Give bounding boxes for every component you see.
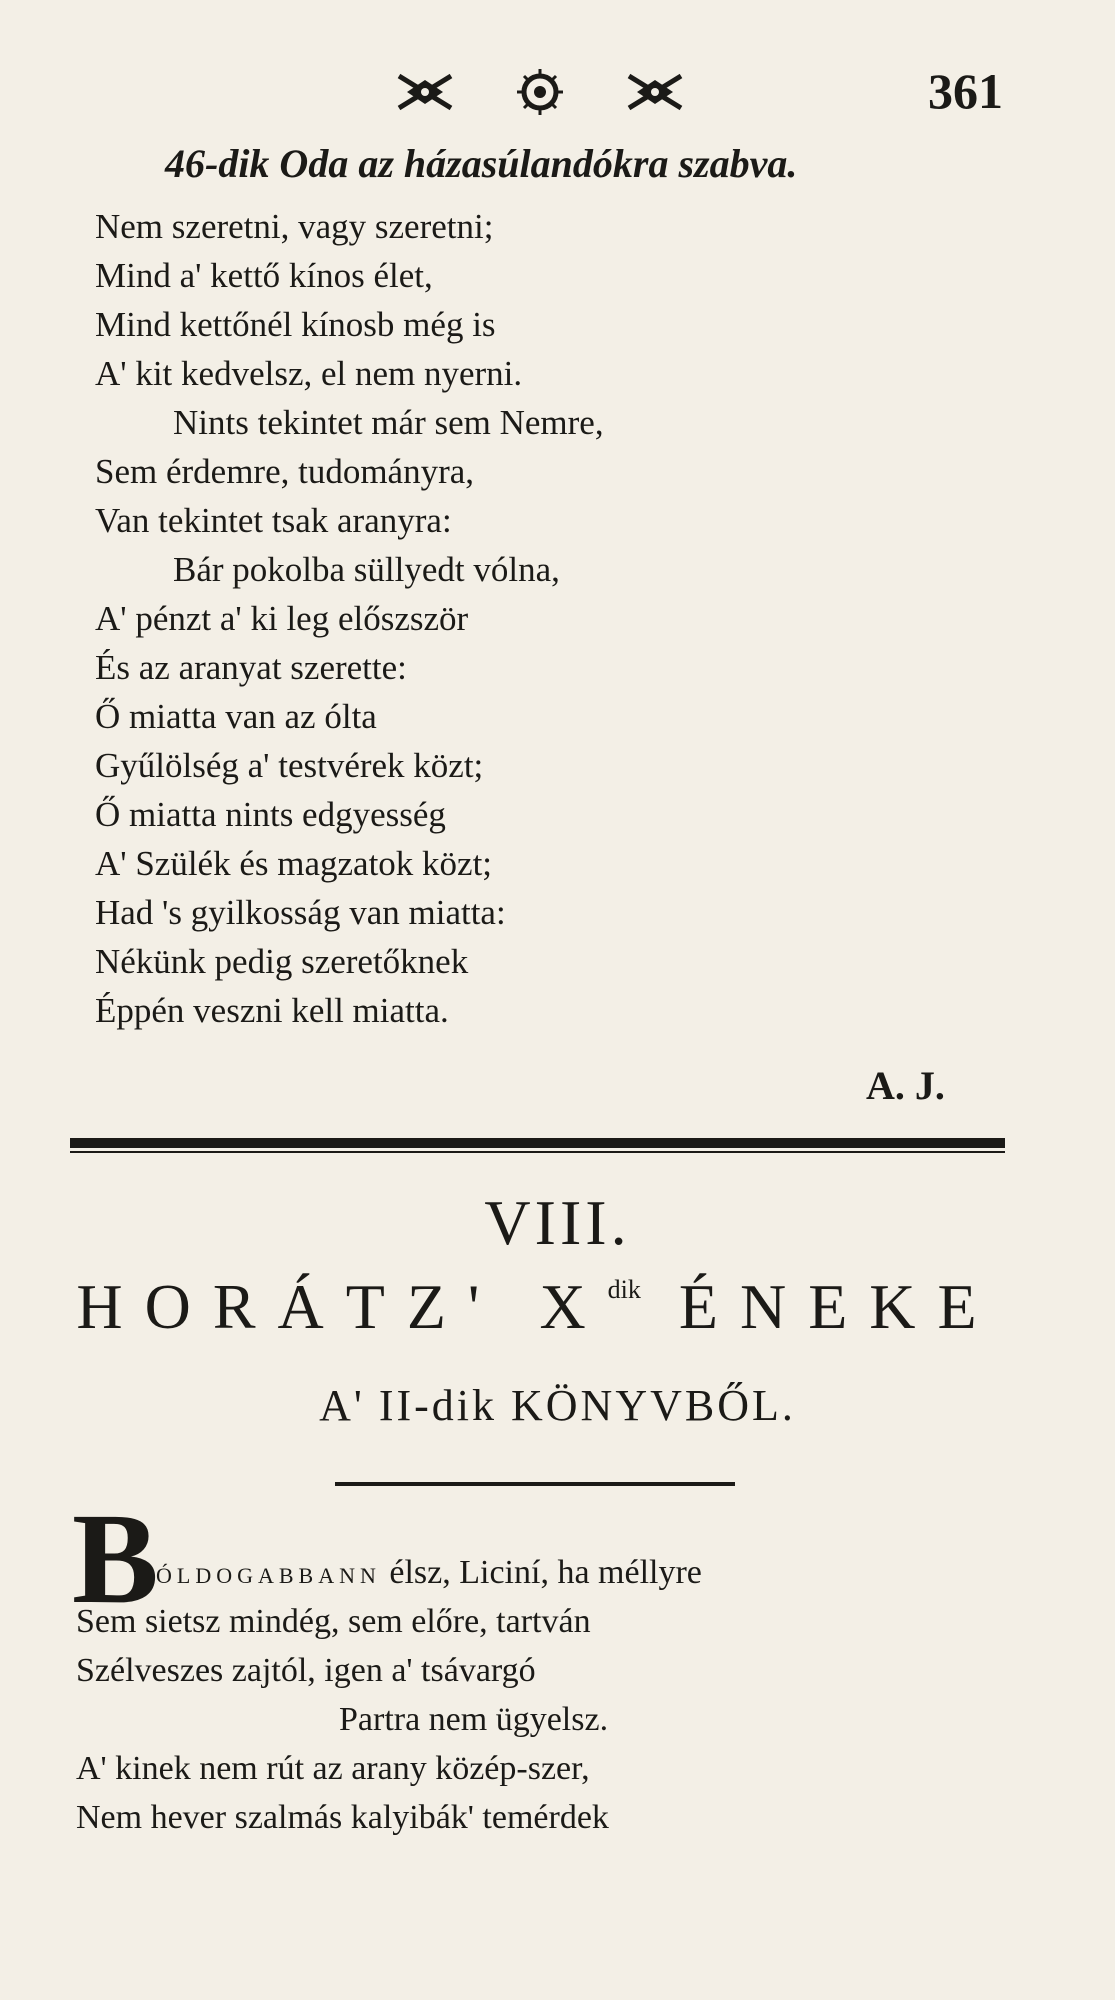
header-ornament bbox=[395, 62, 685, 122]
page-number: 361 bbox=[928, 63, 1003, 119]
section-divider-thin bbox=[70, 1151, 1005, 1153]
poem-line: Gyűlölség a' testvérek közt; bbox=[95, 746, 484, 785]
poem-body bbox=[95, 202, 895, 1035]
poem-line: A' Szülék és magzatok közt; bbox=[95, 844, 493, 883]
ode-line: Sem sietsz mindég, sem előre, tartván bbox=[76, 1603, 591, 1640]
ode-line: Nem hever szalmás kalyibák' temérdek bbox=[76, 1799, 609, 1836]
heading-superscript: dik bbox=[607, 1275, 641, 1304]
ode-body bbox=[76, 1548, 976, 1842]
ode-first-word: ÓLDOGABBANN bbox=[156, 1563, 381, 1588]
poem-line: Sem érdemre, tudományra, bbox=[95, 452, 475, 491]
ode-line: Szélveszes zajtól, igen a' tsávargó bbox=[76, 1652, 536, 1689]
poem-line: Nem szeretni, vagy szeretni; bbox=[95, 207, 494, 246]
poem-line: És az aranyat szerette: bbox=[95, 648, 407, 687]
poem-line: Éppén veszni kell miatta. bbox=[95, 991, 449, 1030]
poem-line: Mind a' kettő kínos élet, bbox=[95, 256, 433, 295]
section-number: VIII. bbox=[484, 1187, 631, 1258]
ornament-right-icon bbox=[625, 70, 685, 114]
poem-line: Nints tekintet már sem Nemre, bbox=[173, 403, 604, 442]
poem-line: Van tekintet tsak aranyra: bbox=[95, 501, 452, 540]
section-subheading: A' II-dik KÖNYVBŐL. bbox=[319, 1381, 796, 1430]
poem-line: Ő miatta nints edgyesség bbox=[95, 795, 446, 834]
poem-line: Bár pokolba süllyedt vólna, bbox=[173, 550, 560, 589]
poem-line: Had 's gyilkosság van miatta: bbox=[95, 893, 506, 932]
ode-line: Partra nem ügyelsz. bbox=[339, 1701, 609, 1738]
poem-line: Ő miatta van az ólta bbox=[95, 697, 377, 736]
poem-title: 46-dik Oda az házasúlandókra szabva. bbox=[165, 141, 798, 186]
poem-line: A' pénzt a' ki leg előszször bbox=[95, 599, 469, 638]
drop-cap: B bbox=[72, 1487, 159, 1631]
poem-line: A' kit kedvelsz, el nem nyerni. bbox=[95, 354, 523, 393]
ode-line bbox=[76, 1548, 976, 1597]
ode-first-rest: élsz, Liciní, ha méllyre bbox=[380, 1554, 702, 1591]
poem-line: Nékünk pedig szeretőknek bbox=[95, 942, 469, 981]
poem-line: Mind kettőnél kínosb még is bbox=[95, 305, 496, 344]
section-divider bbox=[70, 1138, 1005, 1148]
ornament-center-icon bbox=[515, 67, 565, 117]
short-divider bbox=[335, 1482, 735, 1486]
section-heading bbox=[70, 1270, 1005, 1344]
ornament-left-icon bbox=[395, 70, 455, 114]
heading-end: ÉNEKE bbox=[678, 1271, 999, 1342]
poem-signature: A. J. bbox=[866, 1063, 945, 1108]
heading-main: HORÁTZ' X bbox=[76, 1271, 608, 1342]
ode-line: A' kinek nem rút az arany közép-szer, bbox=[76, 1750, 590, 1787]
